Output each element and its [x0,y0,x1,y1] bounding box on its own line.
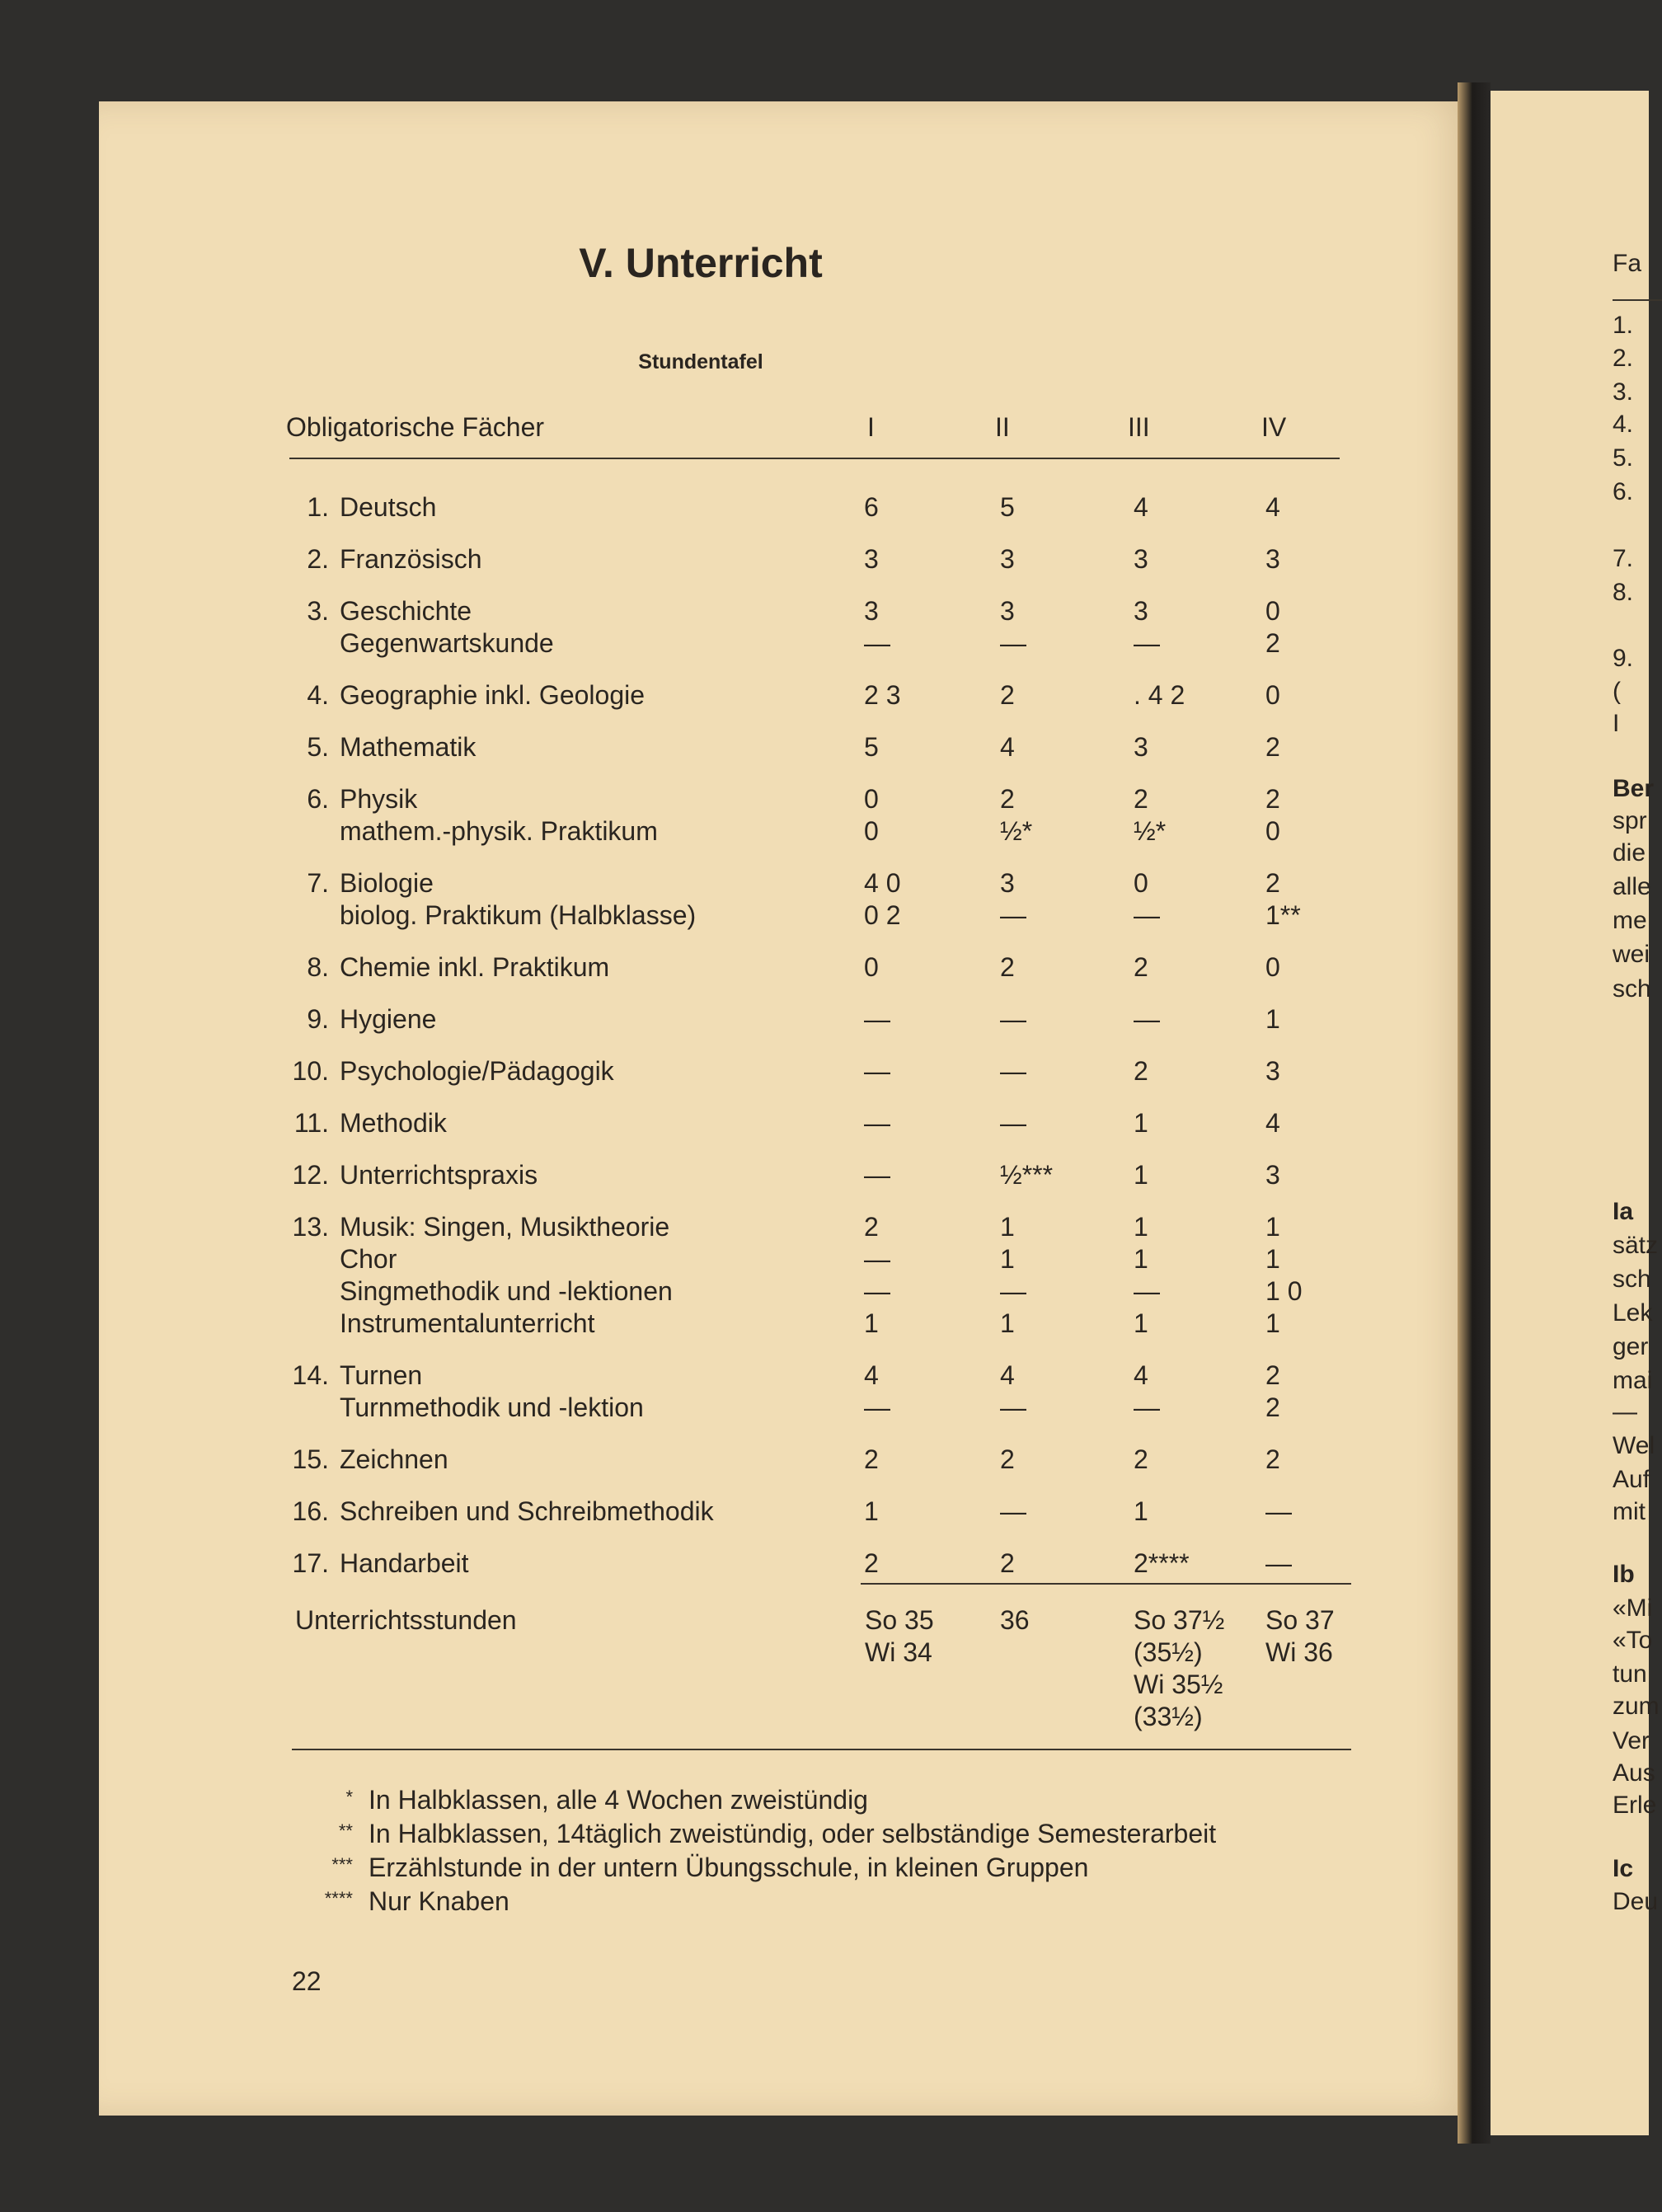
right-page-text-fragment: sch [1613,975,1651,1003]
hours-cell: 1 [1265,1244,1280,1274]
hours-cell: 2 [1000,680,1015,710]
hours-cell: 3 [1000,544,1015,574]
right-page-text-fragment: mit [1613,1498,1646,1526]
chapter-title: V. Unterricht [579,240,823,286]
hours-cell: 4 [1000,1360,1015,1390]
totals-label: Unterrichtsstunden [295,1605,517,1635]
table-row [0,899,1401,932]
table-body [0,491,1401,1599]
hours-cell: 2 [864,1212,879,1242]
table-row [0,1496,1401,1528]
header-col-2: II [995,412,1010,442]
hours-cell: 1 [1134,1244,1148,1274]
hours-cell: 5 [864,732,879,762]
hours-cell: 2 [1000,1444,1015,1474]
right-page-text-fragment: Erle [1613,1792,1657,1820]
subject-label: Zeichnen [340,1444,448,1474]
table-row [0,783,1401,815]
right-page-text-fragment: 3. [1613,378,1634,406]
hours-cell: — [1000,1276,1026,1306]
total-hours-line: Wi 35½ [1134,1670,1223,1699]
subject-label: Hygiene [340,1004,437,1034]
hours-cell: 1 0 [1265,1276,1303,1306]
table-row [0,595,1401,627]
total-hours-line: So 37 [1265,1605,1335,1635]
table-row [0,627,1401,660]
right-page-text-fragment: tun [1613,1660,1647,1688]
subject-label: Mathematik [340,732,477,762]
subject-label: Instrumentalunterricht [340,1308,595,1338]
table-row [0,1392,1401,1424]
row-number: 6. [307,784,329,814]
hours-cell: 2 [1265,868,1280,898]
subject-label: Chor [340,1244,397,1274]
hours-cell: 0 [864,952,879,982]
hours-cell: 1 [1134,1108,1148,1138]
hours-cell: 5 [1000,492,1015,522]
table-row-group [0,1496,1401,1528]
hours-cell: — [1265,1548,1292,1578]
right-page-text-fragment: Ib [1613,1560,1635,1588]
hours-cell: 3 [1265,544,1280,574]
hours-cell: 4 [1134,1360,1148,1390]
header-col-3: III [1128,412,1150,442]
right-page-rule [1613,299,1662,301]
right-page-text-fragment: — [1613,1397,1637,1425]
right-page-text-fragment: spr [1613,806,1647,834]
hours-cell: 1 [1134,1308,1148,1338]
hours-cell: 2 [1134,1056,1148,1086]
hours-cell: ½* [1000,816,1033,846]
hours-cell: — [864,628,890,658]
total-hours-line: Wi 34 [865,1637,932,1667]
row-number: 10. [292,1056,329,1086]
table-row-group [0,1159,1401,1191]
table-row [0,1360,1401,1392]
hours-cell: 0 2 [864,900,901,930]
hours-cell: 2 [1265,628,1280,658]
right-page-text-fragment: Auf [1613,1465,1650,1493]
header-col-4: IV [1261,412,1287,442]
table-row-group [0,1444,1401,1476]
table-row [0,815,1401,848]
hours-cell: 1 [864,1496,879,1526]
right-page-text-fragment: Ver [1613,1726,1650,1754]
hours-cell: 0 [1134,868,1148,898]
hours-cell: — [1000,1392,1026,1422]
hours-cell: 0 [1265,596,1280,626]
hours-cell: 0 [1265,816,1280,846]
hours-cell: — [864,1108,890,1138]
table-row [0,1159,1401,1191]
hours-cell: 2 [864,1548,879,1578]
subject-label: Turnen [340,1360,423,1390]
total-hours-cell [1134,1604,1224,1733]
right-page-text-fragment: 5. [1613,444,1634,472]
total-hours-line: (33½) [1134,1702,1203,1731]
right-page-text-fragment: sätz [1613,1231,1659,1259]
table-row [0,731,1401,763]
table-row-group [0,679,1401,712]
row-number: 9. [307,1004,329,1034]
hours-cell: — [864,1392,890,1422]
hours-cell: 3 [1000,596,1015,626]
row-number: 4. [307,680,329,710]
subject-label: Turnmethodik und -lektion [340,1392,644,1422]
table-row-group [0,1211,1401,1340]
row-number: 3. [307,596,329,626]
right-page-text-fragment: Ber [1613,774,1655,802]
hours-cell: — [1000,1108,1026,1138]
hours-cell: 2 [1134,784,1148,814]
hours-cell: — [1134,1392,1160,1422]
hours-cell: 1 [1265,1308,1280,1338]
hours-cell: 3 [1265,1160,1280,1190]
right-page-text-fragment: me [1613,907,1647,935]
hours-cell: 0 [1265,680,1280,710]
right-page-text-fragment: «Mi [1613,1594,1653,1622]
right-page-text-fragment: 2. [1613,344,1634,372]
subject-label: Geschichte [340,596,472,626]
hours-cell: 2**** [1134,1548,1190,1578]
right-page-text-fragment: die [1613,839,1646,867]
table-row [0,1308,1401,1340]
hours-cell: — [1134,1004,1160,1034]
table-row [0,1211,1401,1243]
row-number: 2. [307,544,329,574]
hours-cell: 2 [1134,952,1148,982]
footnote-text: Nur Knaben [369,1886,509,1916]
total-hours-cell [1000,1604,1030,1637]
header-rule [289,458,1340,459]
right-page-text-fragment: 9. [1613,645,1634,673]
hours-cell: 3 [864,596,879,626]
hours-cell: 1 [1134,1160,1148,1190]
row-number: 17. [292,1548,329,1578]
footnote-mark: ** [338,1820,353,1841]
hours-cell: 3 [1265,1056,1280,1086]
hours-cell: 1** [1265,900,1301,930]
hours-cell: 1 [1134,1212,1148,1242]
subject-label: Chemie inkl. Praktikum [340,952,610,982]
hours-cell: — [864,1276,890,1306]
right-page-text-fragment: sch [1613,1266,1651,1293]
hours-cell: — [1265,1496,1292,1526]
footnote-mark: **** [324,1888,353,1909]
hours-cell: — [1134,1276,1160,1306]
hours-cell: 4 [1265,492,1280,522]
right-page-text-fragment: ( [1613,677,1621,705]
hours-cell: 1 [1000,1212,1015,1242]
hours-cell: 1 [1265,1212,1280,1242]
right-page [1491,91,1660,2135]
page-number: 22 [292,1966,322,1996]
row-number: 15. [292,1444,329,1474]
hours-cell: 4 [864,1360,879,1390]
subject-label: biolog. Praktikum (Halbklasse) [340,900,697,930]
hours-cell: — [1000,1004,1026,1034]
row-number: 8. [307,952,329,982]
table-row [0,951,1401,984]
hours-cell: 2 [1265,732,1280,762]
right-page-text-fragment: «To [1613,1627,1653,1655]
hours-cell: — [864,1004,890,1034]
hours-cell: 3 [864,544,879,574]
right-page-text-fragment: Wel [1613,1431,1655,1459]
footnote-mark: * [345,1787,353,1807]
right-page-text-fragment: ger [1613,1333,1649,1361]
right-page-text-fragment: Lek [1613,1299,1653,1327]
subject-label: Geographie inkl. Geologie [340,680,646,710]
right-page-text-fragment: 6. [1613,478,1634,506]
header-col-1: I [867,412,875,442]
hours-cell: 2 [1265,1444,1280,1474]
hours-cell: 6 [864,492,879,522]
subject-label: mathem.-physik. Praktikum [340,816,658,846]
hours-cell: 0 [1265,952,1280,982]
table-row [0,1243,1401,1275]
table-row [0,1107,1401,1139]
hours-cell: — [864,1056,890,1086]
row-number: 11. [293,1108,329,1138]
hours-cell: 3 [1000,868,1015,898]
hours-cell: 4 [1134,492,1148,522]
hours-cell: 2 [1265,784,1280,814]
hours-cell: 1 [1265,1004,1280,1034]
row-number: 1. [307,492,329,522]
table-row-group [0,867,1401,932]
right-page-text-fragment: mai [1613,1367,1653,1395]
hours-cell: 2 [864,1444,879,1474]
hours-cell: 3 [1134,732,1148,762]
total-hours-cell [1265,1604,1335,1669]
total-hours-line: Wi 36 [1265,1637,1333,1667]
hours-cell: ½*** [1000,1160,1054,1190]
subject-label: Singmethodik und -lektionen [340,1276,673,1306]
right-page-text-fragment: 8. [1613,578,1634,606]
row-number: 14. [292,1360,329,1390]
footnote-text: In Halbklassen, 14täglich zweistündig, oder selbständige Semesterarbeit [369,1819,1217,1848]
subject-label: Gegenwartskunde [340,628,554,658]
totals-rule [861,1583,1351,1585]
row-number: 12. [292,1160,329,1190]
table-row [0,1055,1401,1087]
table-row [0,1547,1401,1580]
right-page-text-fragment: 7. [1613,544,1634,572]
right-page-text-fragment: Fa [1613,250,1642,278]
hours-cell: — [1000,628,1026,658]
hours-cell: — [1000,900,1026,930]
hours-cell: 0 [864,816,879,846]
hours-cell: — [1134,628,1160,658]
footnote-rule [292,1749,1351,1750]
total-hours-line: So 35 [865,1605,934,1635]
hours-cell: . 4 2 [1134,680,1185,710]
subject-label: Psychologie/Pädagogik [340,1056,614,1086]
hours-cell: 2 [1265,1392,1280,1422]
subject-label: Deutsch [340,492,437,522]
table-row [0,1444,1401,1476]
subject-label: Methodik [340,1108,447,1138]
hours-cell: 0 [864,784,879,814]
hours-cell: — [1000,1056,1026,1086]
right-page-text-fragment: Deu [1613,1887,1659,1915]
table-row-group [0,491,1401,524]
table-row-group [0,783,1401,848]
subject-label: Musik: Singen, Musiktheorie [340,1212,670,1242]
hours-cell: — [1000,1496,1026,1526]
subject-label: Physik [340,784,418,814]
hours-cell: ½* [1134,816,1167,846]
hours-cell: 3 [1134,596,1148,626]
hours-cell: 2 [1000,1548,1015,1578]
table-row [0,543,1401,575]
right-page-text-fragment: 1. [1613,312,1634,340]
row-number: 5. [307,732,329,762]
hours-cell: 1 [1000,1308,1015,1338]
table-row [0,491,1401,524]
subject-label: Handarbeit [340,1548,469,1578]
hours-cell: 2 [1000,784,1015,814]
hours-cell: 1 [1000,1244,1015,1274]
hours-cell: — [864,1244,890,1274]
right-page-text-fragment: Ic [1613,1855,1634,1883]
book-gutter [1458,82,1491,2144]
table-row-group [0,1107,1401,1139]
footnote-mark: *** [331,1854,353,1875]
right-page-text-fragment: Aus [1613,1759,1655,1787]
hours-cell: — [864,1160,890,1190]
footnote-text: Erzählstunde in der untern Übungsschule, in kleinen Gruppen [369,1853,1089,1882]
total-hours-line: So 37½ [1134,1605,1225,1635]
header-subjects: Obligatorische Fächer [286,412,545,442]
hours-cell: 3 [1134,544,1148,574]
row-number: 16. [292,1496,329,1526]
right-page-text-fragment: Ia [1613,1197,1634,1225]
footnote-text: In Halbklassen, alle 4 Wochen zweistündig [369,1785,868,1815]
hours-cell: 4 0 [864,868,901,898]
table-title: Stundentafel [638,350,763,373]
hours-cell: 4 [1000,732,1015,762]
right-page-text-fragment: I [1613,709,1620,737]
table-row-group [0,1055,1401,1087]
total-hours-line: 36 [1000,1605,1030,1635]
table-row-group [0,595,1401,660]
table-row [0,1003,1401,1036]
hours-cell: 2 [1134,1444,1148,1474]
total-hours-line: (35½) [1134,1637,1203,1667]
hours-cell: 4 [1265,1108,1280,1138]
table-row-group [0,731,1401,763]
right-page-text-fragment: zum [1613,1693,1660,1721]
hours-cell: — [1134,900,1160,930]
table-row [0,867,1401,899]
table-row [0,679,1401,712]
table-row-group [0,543,1401,575]
table-row-group [0,951,1401,984]
table-row-group [0,1360,1401,1424]
row-number: 7. [307,868,329,898]
subject-label: Unterrichtspraxis [340,1160,538,1190]
hours-cell: 2 3 [864,680,901,710]
table-row [0,1275,1401,1308]
right-page-text-fragment: alle [1613,873,1651,901]
hours-cell: 2 [1000,952,1015,982]
hours-cell: 1 [1134,1496,1148,1526]
right-page-text-fragment: 4. [1613,411,1634,439]
hours-cell: 2 [1265,1360,1280,1390]
table-row-group [0,1003,1401,1036]
subject-label: Schreiben und Schreibmethodik [340,1496,714,1526]
hours-cell: 1 [864,1308,879,1338]
subject-label: Französisch [340,544,482,574]
table-row-group [0,1547,1401,1580]
row-number: 13. [292,1212,329,1242]
right-page-text-fragment: wei [1613,941,1650,969]
subject-label: Biologie [340,868,434,898]
total-hours-cell [865,1604,934,1669]
